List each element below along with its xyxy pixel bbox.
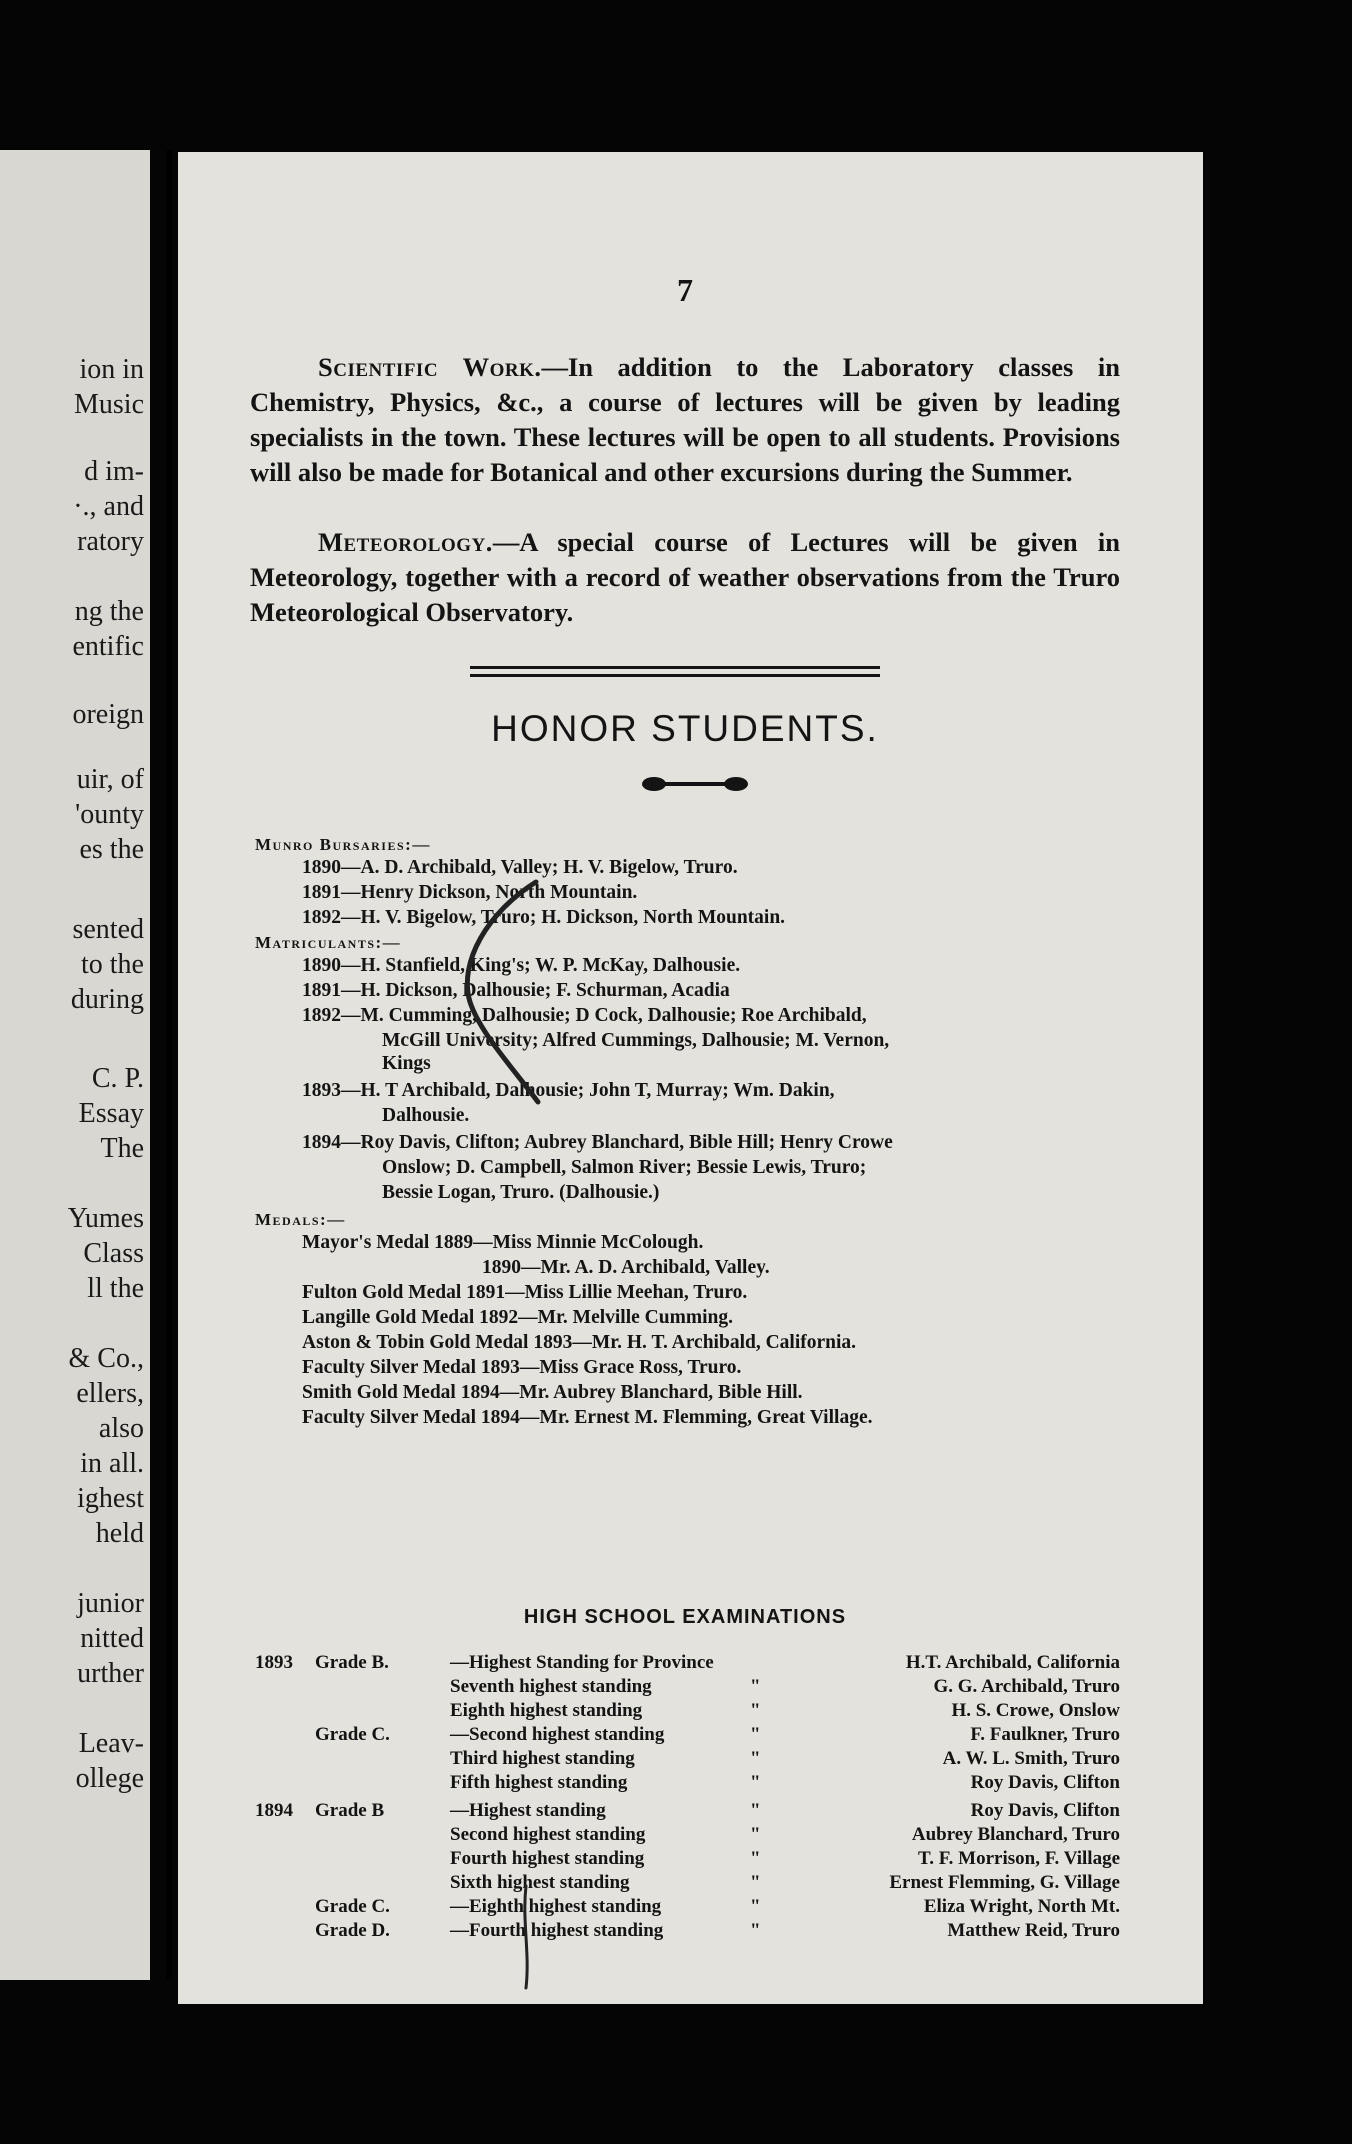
left-line: ellers,	[76, 1378, 144, 1409]
left-line: Leav-	[78, 1728, 144, 1759]
left-line: to the	[81, 949, 144, 980]
munro-year: 1891	[302, 882, 341, 903]
scientific-work-text: —In addition to the Laboratory classes in Chemistry, Physics, &c., a course of lectures will be given by leading specialists in the town. These lectures will be open to all students. Provisions will also be made for Botanical and other excursions during the Summer.	[250, 352, 1120, 487]
left-line: 'ounty	[75, 799, 144, 830]
exam-name: Roy Davis, Clifton	[970, 1772, 1120, 1793]
exam-standing: —Second highest standing	[450, 1724, 665, 1745]
exam-year: 1894	[255, 1800, 293, 1821]
exam-name: G. G. Archibald, Truro	[933, 1676, 1120, 1697]
exam-standing: —Fourth highest standing	[450, 1920, 664, 1941]
munro-year: 1890	[302, 857, 341, 878]
matriculant-year: 1893	[302, 1080, 341, 1101]
exam-standing: Seventh highest standing	[450, 1676, 652, 1697]
exam-row	[250, 1920, 1120, 1944]
left-line: ion in	[79, 354, 144, 385]
exam-ditto: "	[750, 1824, 761, 1845]
scientific-work-lead: Scientific Work.	[318, 352, 542, 382]
exam-grade: Grade B.	[315, 1652, 389, 1673]
exam-grade: Grade C.	[315, 1896, 390, 1917]
gutter-divider	[166, 150, 172, 1980]
exam-row	[250, 1748, 1120, 1772]
exam-standing: Fourth highest standing	[450, 1848, 645, 1869]
munro-text: —A. D. Archibald, Valley; H. V. Bigelow, Truro.	[341, 857, 738, 878]
left-line: ighest	[77, 1483, 144, 1514]
matriculant-continuation: Bessie Logan, Truro. (Dalhousie.)	[382, 1182, 660, 1203]
double-rule-top	[470, 666, 880, 669]
exam-name: F. Faulkner, Truro	[970, 1724, 1120, 1745]
matriculant-text: —H. Dickson, Dalhousie; F. Schurman, Acadia	[341, 980, 730, 1001]
exam-standing: Fifth highest standing	[450, 1772, 628, 1793]
left-line: C. P.	[91, 1063, 144, 1094]
pencil-stroke	[518, 1882, 538, 1992]
medal-row: Langille Gold Medal 1892—Mr. Melville Cumming.	[302, 1307, 733, 1328]
matriculant-year: 1894	[302, 1132, 341, 1153]
medal-row: 1890—Mr. A. D. Archibald, Valley.	[482, 1257, 770, 1278]
exam-ditto: "	[750, 1848, 761, 1869]
left-line: during	[70, 984, 144, 1015]
matriculant-year: 1891	[302, 980, 341, 1001]
left-line: ·., and	[73, 491, 144, 522]
exam-standing: —Highest Standing for Province	[450, 1652, 714, 1673]
left-line: ollege	[75, 1763, 144, 1794]
left-line: urther	[77, 1658, 144, 1689]
exam-ditto: "	[750, 1800, 761, 1821]
medal-row: Aston & Tobin Gold Medal 1893—Mr. H. T. Archibald, California.	[302, 1332, 857, 1353]
exam-row	[250, 1652, 1120, 1676]
left-line: & Co.,	[68, 1343, 144, 1374]
exam-row	[250, 1896, 1120, 1920]
exam-row	[250, 1848, 1120, 1872]
left-page-fragment	[0, 150, 150, 1980]
munro-text: —H. V. Bigelow, Truro; H. Dickson, North Mountain.	[341, 907, 786, 928]
exam-name: A. W. L. Smith, Truro	[942, 1748, 1120, 1769]
left-line: also	[98, 1413, 144, 1444]
left-line: uir, of	[76, 764, 144, 795]
exam-row	[250, 1824, 1120, 1848]
medal-row: Fulton Gold Medal 1891—Miss Lillie Meehan, Truro.	[302, 1282, 748, 1303]
medal-row: Mayor's Medal 1889—Miss Minnie McColough.	[302, 1232, 704, 1253]
matriculant-text: —H. Stanfield, King's; W. P. McKay, Dalhousie.	[341, 955, 741, 976]
matriculant-year: 1892	[302, 1005, 341, 1026]
left-line: entific	[72, 631, 144, 662]
left-line: sented	[72, 914, 144, 945]
exam-standing: Sixth highest standing	[450, 1872, 630, 1893]
matriculant-year: 1890	[302, 955, 341, 976]
exam-standing: Eighth highest standing	[450, 1700, 643, 1721]
medal-row: Faculty Silver Medal 1894—Mr. Ernest M. Flemming, Great Village.	[302, 1407, 873, 1428]
double-rule-bottom	[470, 674, 880, 677]
matriculant-continuation: Onslow; D. Campbell, Salmon River; Bessie Lewis, Truro;	[382, 1157, 867, 1178]
meteorology-lead: Meteorology.	[318, 527, 493, 557]
exam-row	[250, 1800, 1120, 1824]
left-line: ratory	[77, 526, 144, 557]
exam-name: H.T. Archibald, California	[905, 1652, 1120, 1673]
left-line: ll the	[87, 1273, 144, 1304]
exam-standing: —Highest standing	[450, 1800, 606, 1821]
ornament-divider	[640, 772, 750, 796]
matriculants-label: Matriculants:—	[255, 933, 402, 952]
left-line: nitted	[80, 1623, 144, 1654]
exam-grade: Grade B	[315, 1800, 385, 1821]
exam-name: Eliza Wright, North Mt.	[923, 1896, 1120, 1917]
exam-ditto: "	[750, 1748, 761, 1769]
scientific-work-paragraph	[250, 350, 1120, 490]
exam-name: T. F. Morrison, F. Village	[918, 1848, 1120, 1869]
exam-standing: Second highest standing	[450, 1824, 646, 1845]
exam-grade: Grade C.	[315, 1724, 390, 1745]
matriculant-text: —H. T Archibald, Dalhousie; John T, Murray; Wm. Dakin,	[341, 1080, 835, 1101]
exam-row	[250, 1700, 1120, 1724]
meteorology-text: —A special course of Lectures will be given in Meteorology, together with a record of weather observations from the Truro Meteorological Observatory.	[250, 527, 1120, 627]
exam-ditto: "	[750, 1896, 761, 1917]
exam-name: Aubrey Blanchard, Truro	[911, 1824, 1120, 1845]
exam-row	[250, 1676, 1120, 1700]
exam-name: Roy Davis, Clifton	[970, 1800, 1120, 1821]
exam-ditto: "	[750, 1920, 761, 1941]
left-line: Essay	[78, 1098, 144, 1129]
matriculant-continuation: McGill University; Alfred Cummings, Dalhousie; M. Vernon,	[382, 1030, 890, 1051]
left-line: The	[100, 1133, 144, 1164]
exam-name: H. S. Crowe, Onslow	[951, 1700, 1120, 1721]
meteorology-paragraph	[250, 525, 1120, 630]
exam-standing: —Eighth highest standing	[450, 1896, 662, 1917]
medal-row: Faculty Silver Medal 1893—Miss Grace Ross, Truro.	[302, 1357, 742, 1378]
exam-row	[250, 1772, 1120, 1796]
medal-row: Smith Gold Medal 1894—Mr. Aubrey Blanchard, Bible Hill.	[302, 1382, 803, 1403]
exam-year: 1893	[255, 1652, 293, 1673]
left-line: Class	[83, 1238, 144, 1269]
left-line: Yumes	[67, 1203, 144, 1234]
munro-text: —Henry Dickson, North Mountain.	[341, 882, 638, 903]
left-line: held	[95, 1518, 144, 1549]
munro-year: 1892	[302, 907, 341, 928]
matriculant-row	[302, 1130, 1172, 1155]
exam-name: Matthew Reid, Truro	[947, 1920, 1120, 1941]
left-line: junior	[77, 1588, 144, 1619]
exam-ditto: "	[750, 1724, 761, 1745]
left-line: Music	[74, 389, 144, 420]
left-line: oreign	[72, 699, 144, 730]
left-line: d im-	[84, 456, 144, 487]
main-page	[178, 152, 1203, 2004]
exam-row	[250, 1724, 1120, 1748]
munro-bursaries-label: Munro Bursaries:—	[255, 835, 431, 854]
matriculant-text: —M. Cumming, Dalhousie; D Cock, Dalhousie; Roe Archibald,	[341, 1005, 867, 1026]
exam-grade: Grade D.	[315, 1920, 390, 1941]
matriculant-continuation: Kings	[382, 1053, 431, 1074]
matriculant-text: —Roy Davis, Clifton; Aubrey Blanchard, Bible Hill; Henry Crowe	[341, 1132, 893, 1153]
page-number: 7	[677, 272, 693, 308]
exam-row	[250, 1872, 1120, 1896]
exam-ditto: "	[750, 1676, 761, 1697]
exam-ditto: "	[750, 1700, 761, 1721]
left-line: in all.	[80, 1448, 144, 1479]
left-line: es the	[79, 834, 144, 865]
medals-label: Medals:—	[255, 1210, 346, 1229]
pencil-mark	[418, 872, 558, 1132]
exam-heading: HIGH SCHOOL EXAMINATIONS	[523, 1606, 847, 1628]
honor-students-heading: HONOR STUDENTS.	[491, 708, 879, 749]
exam-ditto: "	[750, 1772, 761, 1793]
exam-ditto: "	[750, 1872, 761, 1893]
matriculant-continuation: Dalhousie.	[382, 1105, 470, 1126]
exam-standing: Third highest standing	[450, 1748, 635, 1769]
left-line: ng the	[74, 596, 144, 627]
exam-name: Ernest Flemming, G. Village	[889, 1872, 1120, 1893]
